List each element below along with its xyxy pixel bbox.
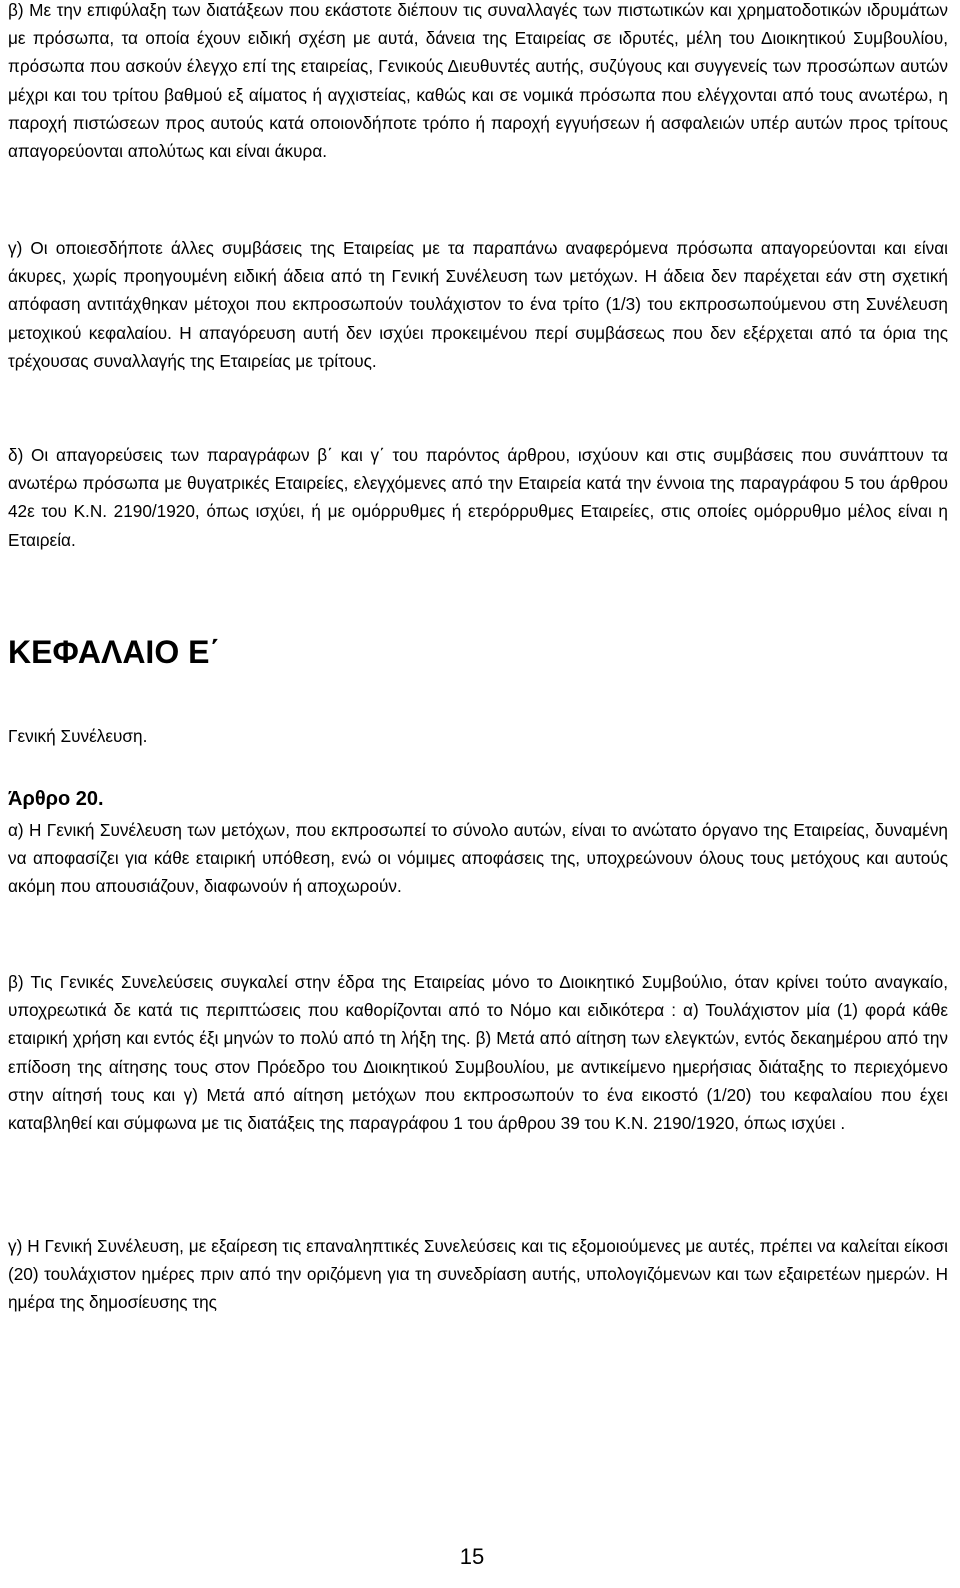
article-title: Άρθρο 20. — [8, 788, 104, 810]
paragraph-beta: β) Με την επιφύλαξη των διατάξεων που εκάστοτε διέπουν τις συναλλαγές των πιστωτικών και χρηματοδοτικών ιδρυμάτων με πρόσωπα, τα οποία έχουν ειδική σχέση με αυτά, δάνεια της Εταιρείας σε ιδρυτές, μέλη του Διοικητικού Συμβουλίου, πρόσωπα που ασκούν έλεγχο επί της εταιρείας, Γενικούς Διευθυντές αυτής, συζύγους και συγγενείς των προσώπων αυτών μέχρι και του τρίτου βαθμού εξ αίματος ή αγχιστείας, καθώς και σε νομικά πρόσωπα που ελέγχονται από τους ανωτέρω, η παροχή πιστώσεων προς αυτούς κατά οποιονδήποτε τρόπο ή παροχή εγγυήσεων ή ασφαλειών υπέρ αυτών προς τρίτους απαγορεύονται απολύτως και είναι άκυρα. — [8, 0, 948, 162]
chapter-subtitle: Γενική Συνέλευση. — [8, 726, 148, 746]
chapter-title: ΚΕΦΑΛΑΙΟ Ε΄ — [8, 634, 221, 670]
article-paragraph-alpha: α) Η Γενική Συνέλευση των μετόχων, που εκπροσωπεί το σύνολο αυτών, είναι το ανώτατο όργανο της Εταιρείας, δυναμένη να αποφασίζει για κάθε εταιρική υπόθεση, ενώ οι νόμιμες αποφάσεις της, υποχρεώνουν όλους τους μετόχους και αυτούς ακόμη που απουσιάζουν, διαφωνούν ή αποχωρούν. — [8, 820, 948, 897]
paragraph-delta: δ) Οι απαγορεύσεις των παραγράφων β΄ και γ΄ του παρόντος άρθρου, ισχύουν και στις συμβάσεις που συνάπτουν τα ανωτέρω πρόσωπα με θυγατρικές Εταιρείες, ελεγχόμενες από την Εταιρεία κατά την έννοια της παραγράφου 5 του άρθρου 42ε του Κ.Ν. 2190/1920, όπως ισχύει, ή με ομόρρυθμες ή ετερόρρυθμες Εταιρείες, στις οποίες ομόρρυθμο μέλος είναι η Εταιρεία. — [8, 445, 948, 550]
paragraph-gamma: γ) Οι οποιεσδήποτε άλλες συμβάσεις της Εταιρείας με τα παραπάνω αναφερόμενα πρόσωπα απαγορεύονται και είναι άκυρες, χωρίς προηγουμένη ειδική άδεια από τη Γενική Συνέλευση των μετόχων. Η άδεια δεν παρέχεται εάν στη σχετική απόφαση αντιτάχθηκαν μέτοχοι που εκπροσωπούν τουλάχιστον το ένα τρίτο (1/3) του εκπροσωπούμενου στη Συνέλευση μετοχικού κεφαλαίου. Η απαγόρευση αυτή δεν ισχύει προκειμένου περί συμβάσεως που δεν εξέρχεται από τα όρια της τρέχουσας συναλλαγής της Εταιρείας με τρίτους. — [8, 238, 948, 371]
page-number: 15 — [459, 1544, 485, 1569]
article-paragraph-gamma: γ) Η Γενική Συνέλευση, με εξαίρεση τις επαναληπτικές Συνελεύσεις και τις εξομοιούμενες με αυτές, πρέπει να καλείται είκοσι (20) τουλάχιστον ημέρες πριν από την οριζόμενη για τη συνεδρίαση αυτής, υπολογιζόμενων και των εξαιρετέων ημερών. Η ημέρα της δημοσίευσης της — [8, 1236, 948, 1313]
article-paragraph-beta: β) Τις Γενικές Συνελεύσεις συγκαλεί στην έδρα της Εταιρείας μόνο το Διοικητικό Συμβούλιο, όταν κρίνει τούτο αναγκαίο, υποχρεωτικά δε κατά τις περιπτώσεις που καθορίζονται από το Νόμο και ειδικότερα : α) Τουλάχιστον μία (1) φορά κάθε εταιρική χρήση και εντός έξι μηνών το πολύ από τη λήξη της. β) Μετά από αίτηση των ελεγκτών, εντός δεκαημέρου από την επίδοση της αίτησης τους στον Πρόεδρο του Διοικητικού Συμβουλίου, με αντικείμενο ημερήσιας διάταξης το περιεχόμενο στην αίτησή τους και γ) Μετά από αίτηση μετόχων που εκπροσωπούν το ένα εικοστό (1/20) του κεφαλαίου που έχει καταβληθεί και σύμφωνα με τις διατάξεις της παραγράφου 1 του άρθρου 39 του Κ.Ν. 2190/1920, όπως ισχύει . — [8, 972, 948, 1134]
